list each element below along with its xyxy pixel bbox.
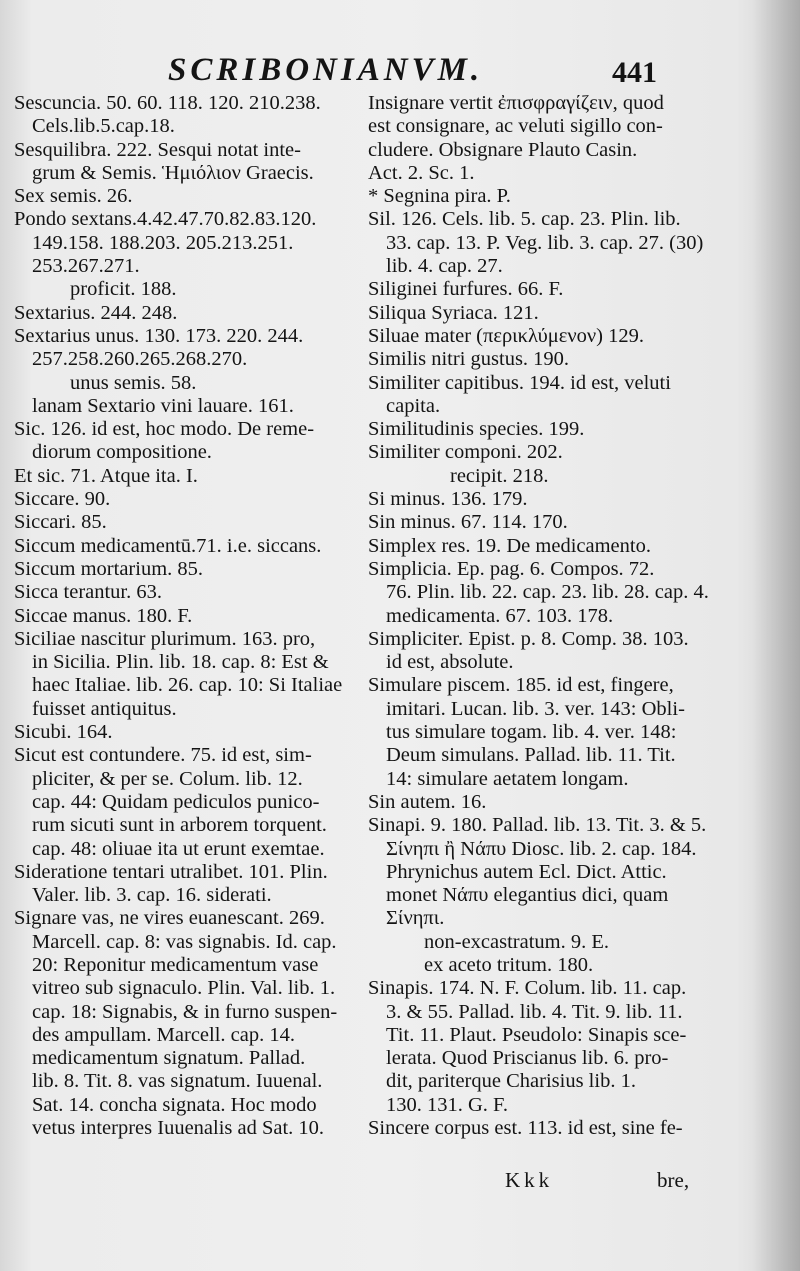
index-entry: Sat. 14. concha signata. Hoc modo — [32, 1093, 317, 1116]
index-entry: 3. & 55. Pallad. lib. 4. Tit. 9. lib. 11. — [386, 1000, 683, 1023]
page-edge-shadow — [752, 0, 800, 1271]
index-entry: Sextarius unus. 130. 173. 220. 244. — [14, 324, 304, 347]
index-entry: in Sicilia. Plin. lib. 18. cap. 8: Est & — [32, 651, 329, 674]
index-entry: ex aceto tritum. 180. — [424, 953, 594, 976]
index-entry: * Segnina pira. P. — [368, 185, 511, 208]
catchword: bre, — [657, 1168, 690, 1192]
index-entry: monet Νάπυ elegantius dici, quam — [386, 884, 669, 907]
index-entry: Sin minus. 67. 114. 170. — [368, 511, 568, 534]
index-entry: Sesquilibra. 222. Sesqui notat inte- — [14, 138, 301, 161]
index-entry: Simulare piscem. 185. id est, fingere, — [368, 674, 674, 697]
index-entry: 33. cap. 13. P. Veg. lib. 3. cap. 27. (30) — [386, 231, 704, 254]
index-entry: 20: Reponitur medicamentum vase — [32, 953, 319, 976]
index-entry: Siccum medicamentū.71. i.e. siccans. — [14, 534, 322, 557]
index-entry: Siciliae nascitur plurimum. 163. pro, — [14, 627, 316, 650]
index-entry: Similis nitri gustus. 190. — [368, 348, 570, 371]
index-entry: fuisset antiquitus. — [32, 697, 177, 720]
index-entry: 257.258.260.265.268.270. — [32, 348, 248, 371]
index-entry: Similiter componi. 202. — [368, 441, 563, 464]
index-entry: haec Italiae. lib. 26. cap. 10: Si Italiae — [32, 674, 343, 697]
index-entry: grum & Semis. Ἡμιόλιον Graecis. — [32, 161, 314, 184]
index-entry: Siccare. 90. — [14, 488, 111, 511]
index-entry: Si minus. 136. 179. — [368, 488, 528, 511]
index-entry: Simplex res. 19. De medicamento. — [368, 534, 651, 557]
index-entry: cludere. Obsignare Plauto Casin. — [368, 138, 638, 161]
index-entry: Valer. lib. 3. cap. 16. siderati. — [32, 884, 272, 907]
index-entry: medicamentum signatum. Pallad. — [32, 1047, 306, 1070]
index-entry: tus simulare togam. lib. 4. ver. 148: — [386, 721, 677, 744]
index-entry: medicamenta. 67. 103. 178. — [386, 604, 614, 627]
running-head: SCRIBONIANVM. — [168, 52, 484, 88]
index-column-right — [368, 92, 733, 1140]
index-entry: Sicut est contundere. 75. id est, sim- — [14, 744, 312, 767]
index-entry: rum sicuti sunt in arborem torquent. — [32, 814, 327, 837]
index-entry: Sincere corpus est. 113. id est, sine fe- — [368, 1117, 683, 1140]
index-entry: cap. 18: Signabis, & in furno suspen- — [32, 1000, 338, 1023]
index-entry: Sinapis. 174. N. F. Colum. lib. 11. cap. — [368, 977, 687, 1000]
index-entry: recipit. 218. — [450, 464, 549, 487]
index-entry: capita. — [386, 394, 441, 417]
index-entry: Simpliciter. Epist. p. 8. Comp. 38. 103. — [368, 627, 689, 650]
index-entry: Siccari. 85. — [14, 511, 107, 534]
index-entry: Pondo sextans.4.42.47.70.82.83.120. — [14, 208, 317, 231]
index-entry: lerata. Quod Priscianus lib. 6. pro- — [386, 1047, 669, 1070]
signature-mark: Kkk — [505, 1168, 554, 1192]
index-entry: Signare vas, ne vires euanescant. 269. — [14, 907, 325, 930]
index-entry: 130. 131. G. F. — [386, 1093, 508, 1116]
index-entry: vitreo sub signaculo. Plin. Val. lib. 1. — [32, 977, 336, 1000]
index-entry: 149.158. 188.203. 205.213.251. — [32, 231, 294, 254]
index-entry: Sil. 126. Cels. lib. 5. cap. 23. Plin. lib. — [368, 208, 681, 231]
index-entry: Sin autem. 16. — [368, 790, 487, 813]
index-entry: lib. 8. Tit. 8. vas signatum. Iuuenal. — [32, 1070, 323, 1093]
index-entry: Similiter capitibus. 194. id est, veluti — [368, 371, 671, 394]
index-entry: des ampullam. Marcell. cap. 14. — [32, 1023, 295, 1046]
index-entry: Siccae manus. 180. F. — [14, 604, 193, 627]
index-entry: Sinapi. 9. 180. Pallad. lib. 13. Tit. 3. & 5. — [368, 814, 707, 837]
index-entry: Σίνηπι. — [386, 907, 445, 930]
index-entry: Sideratione tentari utralibet. 101. Plin. — [14, 860, 328, 883]
index-entry: 253.267.271. — [32, 255, 140, 278]
index-entry: proficit. 188. — [70, 278, 177, 301]
index-entry: Marcell. cap. 8: vas signabis. Id. cap. — [32, 930, 337, 953]
index-entry: Simplicia. Ep. pag. 6. Compos. 72. — [368, 557, 655, 580]
index-entry: Act. 2. Sc. 1. — [368, 161, 475, 184]
index-entry: Siccum mortarium. 85. — [14, 557, 204, 580]
index-entry: Σίνηπι ἢ Νάπυ Diosc. lib. 2. cap. 184. — [386, 837, 697, 860]
index-entry: id est, absolute. — [386, 651, 514, 674]
index-entry: Similitudinis species. 199. — [368, 418, 585, 441]
index-entry: dit, pariterque Charisius lib. 1. — [386, 1070, 636, 1093]
index-entry: Siliqua Syriaca. 121. — [368, 301, 539, 324]
index-column-left — [14, 92, 364, 1140]
index-entry: non-excastratum. 9. E. — [424, 930, 610, 953]
index-entry: lib. 4. cap. 27. — [386, 255, 503, 278]
index-entry: cap. 44: Quidam pediculos punico- — [32, 790, 320, 813]
index-entry: imitari. Lucan. lib. 3. ver. 143: Obli- — [386, 697, 685, 720]
index-entry: 14: simulare aetatem longam. — [386, 767, 629, 790]
index-entry: Sicca terantur. 63. — [14, 581, 163, 604]
index-entry: pliciter, & per se. Colum. lib. 12. — [32, 767, 303, 790]
index-entry: cap. 48: oliuae ita ut erunt exemtae. — [32, 837, 325, 860]
index-entry: diorum compositione. — [32, 441, 212, 464]
index-entry: unus semis. 58. — [70, 371, 197, 394]
index-entry: vetus interpres Iuuenalis ad Sat. 10. — [32, 1117, 325, 1140]
index-entry: Insignare vertit ἐπισφραγίζειν, quod — [368, 92, 664, 114]
index-entry: Sex semis. 26. — [14, 185, 133, 208]
index-entry: Deum simulans. Pallad. lib. 11. Tit. — [386, 744, 676, 767]
index-entry: Tit. 11. Plaut. Pseudolo: Sinapis sce- — [386, 1023, 687, 1046]
page-number: 441 — [612, 56, 657, 89]
index-entry: Sextarius. 244. 248. — [14, 301, 178, 324]
index-entry: Siliginei furfures. 66. F. — [368, 278, 564, 301]
index-entry: Sicubi. 164. — [14, 721, 113, 744]
index-entry: Sic. 126. id est, hoc modo. De reme- — [14, 418, 315, 441]
index-entry: Siluae mater (περικλύμενον) 129. — [368, 324, 644, 347]
index-entry: Cels.lib.5.cap.18. — [32, 115, 175, 138]
index-entry: lanam Sextario vini lauare. 161. — [32, 394, 294, 417]
index-entry: est consignare, ac veluti sigillo con- — [368, 115, 663, 138]
index-entry: 76. Plin. lib. 22. cap. 23. lib. 28. cap. 4. — [386, 581, 709, 604]
page-footer — [0, 1168, 800, 1198]
index-entry: Et sic. 71. Atque ita. I. — [14, 464, 198, 487]
index-entry: Phrynichus autem Ecl. Dict. Attic. — [386, 860, 667, 883]
index-entry: Sescuncia. 50. 60. 118. 120. 210.238. — [14, 92, 321, 114]
